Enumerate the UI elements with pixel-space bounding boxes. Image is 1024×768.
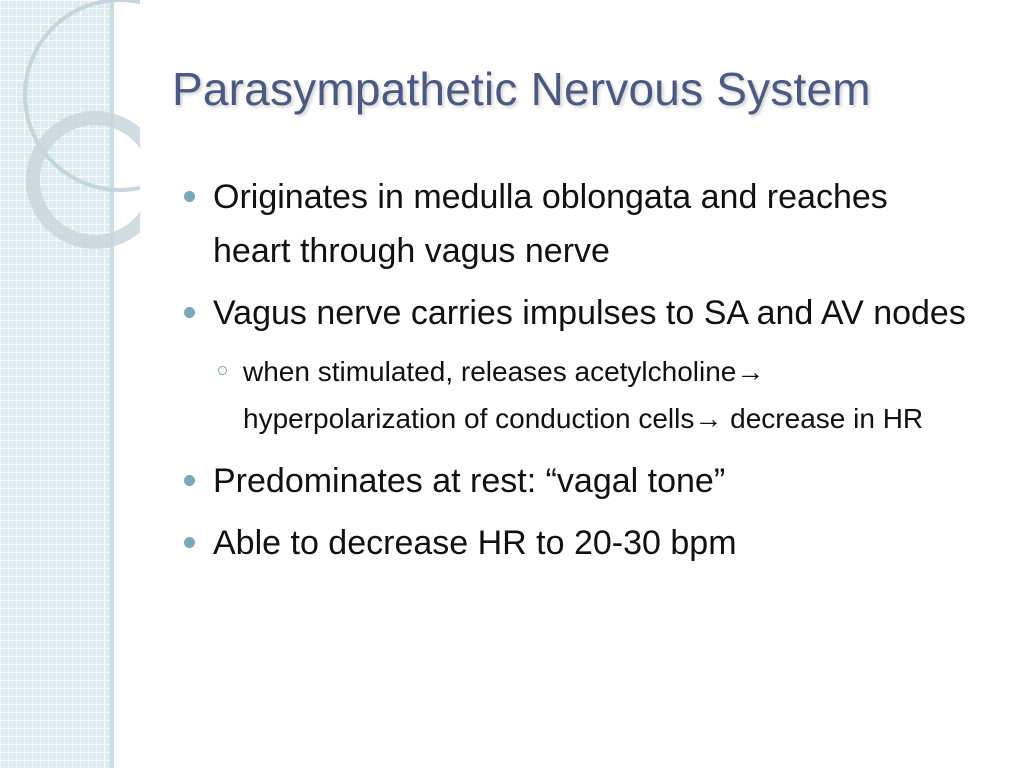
bullet-text: Originates in medulla oblongata and reaches heart through vagus nerve	[213, 178, 888, 270]
bullet-dot-icon	[184, 475, 195, 486]
bullet-text: Able to decrease HR to 20-30 bpm	[213, 524, 737, 562]
bullet-text: Vagus nerve carries impulses to SA and AV nodes	[213, 294, 966, 332]
bullet-text: Predominates at rest: “vagal tone”	[213, 462, 726, 500]
slide-title: Parasympathetic Nervous System	[172, 63, 871, 115]
sub-bullet-text: when stimulated, releases acetylcholine→ hyperpolarization of conduction cells→ decrease in HR	[243, 356, 924, 434]
bullet-dot-icon	[184, 307, 195, 318]
bullet-item	[180, 170, 970, 278]
bullet-item	[180, 286, 970, 340]
bullet-dot-icon	[184, 191, 195, 202]
decorative-rings-icon	[0, 0, 140, 260]
bullet-dot-icon	[184, 537, 195, 548]
bullet-item	[180, 454, 970, 508]
bullet-item	[180, 516, 970, 570]
sub-bullet-ring-icon	[218, 366, 227, 375]
bullet-list	[180, 170, 970, 578]
sub-bullet-item	[180, 348, 970, 442]
